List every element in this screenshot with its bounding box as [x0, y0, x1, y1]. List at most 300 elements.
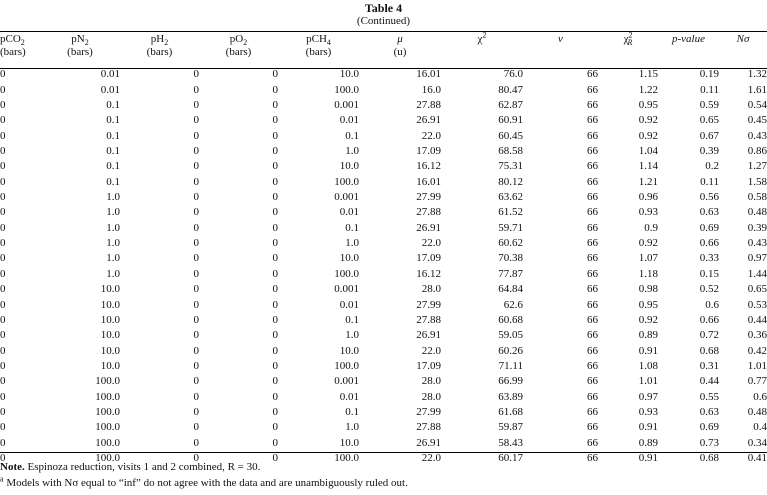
table-row	[0, 190, 767, 205]
table-cell: 0.1	[106, 129, 120, 142]
table-cell: 0.65	[699, 114, 719, 127]
table-cell: 0.001	[334, 283, 359, 296]
table-cell: 1.0	[345, 329, 359, 342]
table-cell: 0.19	[699, 68, 719, 81]
table-cell: 0.91	[638, 421, 658, 434]
table-cell: 0	[272, 160, 278, 173]
table-cell: 0.68	[699, 452, 719, 465]
table-cell: 1.32	[747, 68, 767, 81]
table-row	[0, 251, 767, 266]
table-cell: 0.33	[699, 252, 719, 265]
table-cell: 0	[193, 421, 199, 434]
table-cell: 0.01	[339, 206, 359, 219]
table-cell: 27.88	[416, 421, 441, 434]
table-cell: 0.1	[345, 406, 359, 419]
table-cell: 0.66	[699, 237, 719, 250]
table-cell: 0	[272, 237, 278, 250]
table-cell: 60.91	[498, 114, 523, 127]
table-cell: 0.1	[106, 175, 120, 188]
table-cell: 10.0	[100, 313, 120, 326]
table-cell: 0	[193, 98, 199, 111]
table-cell: 60.45	[498, 129, 523, 142]
table-cell: 0	[272, 313, 278, 326]
col-header-pn2: $pN_2$ (bars)	[67, 33, 93, 58]
table-cell: 66	[587, 129, 598, 142]
table-cell: 27.88	[416, 313, 441, 326]
table-cell: 0	[272, 452, 278, 465]
table-row	[0, 343, 767, 358]
table-cell: 10.0	[339, 160, 359, 173]
col-header-pch4: pCH$_4$ (bars)	[305, 33, 332, 58]
top-rule	[0, 31, 767, 32]
table-cell: 26.91	[416, 436, 441, 449]
table-cell: 0	[193, 144, 199, 157]
table-cell: 0	[193, 406, 199, 419]
table-cell: 0.92	[638, 129, 658, 142]
table-cell: 0	[272, 98, 278, 111]
table-cell: 0.63	[699, 406, 719, 419]
table-cell: 64.84	[498, 283, 523, 296]
table-cell: 0	[193, 313, 199, 326]
table-cell: 0	[193, 191, 199, 204]
table-cell: 10.0	[100, 298, 120, 311]
table-row	[0, 236, 767, 251]
table-cell: 0	[0, 68, 6, 81]
table-cell: 0	[193, 329, 199, 342]
table-row	[0, 297, 767, 312]
table-cell: 27.99	[416, 191, 441, 204]
table-cell: 0	[0, 267, 6, 280]
table-cell: 0.1	[345, 129, 359, 142]
table-cell: 22.0	[421, 344, 441, 357]
table-cell: 1.44	[747, 267, 767, 280]
table-cell: 61.52	[498, 206, 523, 219]
table-cell: 1.0	[106, 206, 120, 219]
col-header-po2: $pO_2$ (bars)	[225, 33, 252, 58]
table-cell: 0.11	[700, 175, 719, 188]
table-cell: 0.1	[106, 114, 120, 127]
table-cell: 0.44	[747, 313, 767, 326]
table-row	[0, 175, 767, 190]
table-cell: 66	[587, 298, 598, 311]
table-cell: 66	[587, 344, 598, 357]
table-cell: 0	[0, 313, 6, 326]
table-cell: 0	[0, 344, 6, 357]
table-cell: 0.69	[699, 421, 719, 434]
table-row	[0, 82, 767, 97]
table-cell: 0	[0, 237, 6, 250]
table-cell: 0.1	[345, 221, 359, 234]
table-cell: 0	[272, 360, 278, 372]
table-cell: 0.6	[753, 390, 767, 403]
table-cell: 0.55	[699, 390, 719, 403]
table-cell: 0.1	[106, 160, 120, 173]
table-cell: 66	[587, 252, 598, 265]
table-cell: 1.18	[638, 267, 658, 280]
table-cell: 1.08	[638, 360, 658, 372]
table-cell: 66	[587, 283, 598, 296]
table-cell: 0.6	[705, 298, 719, 311]
table-cell: 0.58	[747, 191, 767, 204]
table-title: Table 4	[364, 1, 403, 15]
table-cell: 10.0	[100, 283, 120, 296]
footnote-text: Models with Nσ equal to “inf” do not agree with the data and are unambiguously ruled out.	[3, 477, 408, 489]
table-cell: 77.87	[498, 267, 523, 280]
table-cell: 0.96	[638, 191, 658, 204]
table-cell: 0	[193, 83, 199, 96]
table-cell: 100.0	[334, 360, 359, 372]
table-cell: 0.69	[699, 221, 719, 234]
table-cell: 1.0	[106, 191, 120, 204]
table-cell: 1.58	[747, 175, 767, 188]
table-cell: 76.0	[503, 68, 523, 81]
table-cell: 66	[587, 375, 598, 388]
table-cell: 66	[587, 237, 598, 250]
table-cell: 66	[587, 421, 598, 434]
table-cell: 0.72	[699, 329, 719, 342]
table-cell: 68.58	[498, 144, 523, 157]
table-cell: 0.53	[747, 298, 767, 311]
table-cell: 0	[193, 452, 199, 465]
table-cell: 75.31	[498, 160, 523, 173]
table-cell: 0	[193, 221, 199, 234]
table-cell: 0	[272, 267, 278, 280]
table-cell: 0.4	[753, 421, 767, 434]
table-cell: 0.63	[699, 206, 719, 219]
data-table	[0, 30, 767, 466]
table-cell: 0	[0, 144, 6, 157]
table-cell: 1.15	[638, 68, 658, 81]
table-cell: 0	[272, 83, 278, 96]
table-cell: 100.0	[334, 83, 359, 96]
table-cell: 60.26	[498, 344, 523, 357]
table-cell: 70.38	[498, 252, 523, 265]
table-cell: 0	[0, 98, 6, 111]
table-row	[0, 405, 767, 420]
table-cell: 0.97	[638, 390, 658, 403]
table-row	[0, 359, 767, 374]
table-row	[0, 328, 767, 343]
table-cell: 26.91	[416, 221, 441, 234]
table-body	[0, 67, 767, 466]
table-cell: 0.95	[638, 98, 658, 111]
table-cell: 0	[193, 175, 199, 188]
table-cell: 0.45	[747, 114, 767, 127]
table-cell: 0.86	[747, 144, 767, 157]
table-cell: 17.09	[416, 144, 441, 157]
table-cell: 0	[272, 344, 278, 357]
table-cell: 0	[0, 114, 6, 127]
table-cell: 0.1	[106, 98, 120, 111]
col-header-pco2: pCO$_2$ (bars)	[0, 33, 26, 58]
table-cell: 27.88	[416, 206, 441, 219]
table-cell: 66	[587, 206, 598, 219]
table-cell: 0.43	[747, 129, 767, 142]
table-cell: 80.47	[498, 83, 523, 96]
table-cell: 1.04	[638, 144, 658, 157]
table-cell: 17.09	[416, 252, 441, 265]
table-cell: 100.0	[95, 390, 120, 403]
table-cell: 0	[193, 390, 199, 403]
table-cell: 100.0	[334, 175, 359, 188]
col-header-chi2: $\chi^2$	[477, 30, 487, 45]
table-cell: 27.99	[416, 406, 441, 419]
table-cell: 0.1	[345, 313, 359, 326]
table-row	[0, 436, 767, 451]
table-cell: 66	[587, 267, 598, 280]
table-cell: 1.0	[106, 221, 120, 234]
table-cell: 66	[587, 406, 598, 419]
table-subtitle: (Continued)	[356, 15, 411, 27]
table-cell: 0.92	[638, 237, 658, 250]
table-cell: 1.0	[106, 252, 120, 265]
table-cell: 0.31	[699, 360, 719, 372]
table-row	[0, 390, 767, 405]
table-cell: 16.12	[416, 267, 441, 280]
table-cell: 100.0	[95, 375, 120, 388]
table-cell: 10.0	[339, 436, 359, 449]
table-cell: 1.07	[638, 252, 658, 265]
note-text: Espinoza reduction, visits 1 and 2 combined, R = 30.	[24, 461, 261, 473]
table-cell: 1.01	[747, 360, 767, 372]
table-cell: 0	[272, 252, 278, 265]
table-cell: 10.0	[339, 252, 359, 265]
table-cell: 66	[587, 191, 598, 204]
table-cell: 61.68	[498, 406, 523, 419]
table-cell: 0	[272, 191, 278, 204]
table-cell: 0.91	[638, 452, 658, 465]
table-cell: 0.98	[638, 283, 658, 296]
table-row	[0, 98, 767, 113]
table-cell: 27.88	[416, 98, 441, 111]
table-note	[0, 461, 260, 474]
table-cell: 66	[587, 436, 598, 449]
table-cell: 63.62	[498, 191, 523, 204]
table-cell: 0.34	[747, 436, 767, 449]
table-cell: 0	[0, 283, 6, 296]
table-row	[0, 267, 767, 282]
table-row	[0, 221, 767, 236]
table-cell: 0	[0, 360, 6, 372]
table-cell: 16.12	[416, 160, 441, 173]
table-cell: 66	[587, 221, 598, 234]
table-cell: 0	[272, 329, 278, 342]
table-footnote	[0, 474, 408, 490]
table-cell: 58.43	[498, 436, 523, 449]
footnote-mark: a	[0, 474, 4, 484]
table-cell: 0.1	[106, 144, 120, 157]
table-cell: 66	[587, 360, 598, 372]
col-header-chi2r: $\chi^2_R$	[623, 30, 633, 48]
table-cell: 0.01	[339, 390, 359, 403]
table-cell: 0	[0, 129, 6, 142]
table-cell: 0.39	[699, 144, 719, 157]
table-cell: 1.27	[747, 160, 767, 173]
table-cell: 0.41	[747, 452, 767, 465]
table-cell: 100.0	[95, 436, 120, 449]
table-cell: 66.99	[498, 375, 523, 388]
table-cell: 1.01	[638, 375, 658, 388]
table-cell: 1.0	[106, 267, 120, 280]
table-cell: 0.01	[100, 68, 120, 81]
table-cell: 0	[193, 436, 199, 449]
table-cell: 0.56	[699, 191, 719, 204]
table-cell: 0.001	[334, 98, 359, 111]
table-cell: 0.89	[638, 329, 658, 342]
table-cell: 63.89	[498, 390, 523, 403]
table-cell: 0	[193, 360, 199, 372]
table-cell: 0.77	[747, 375, 767, 388]
table-cell: 16.0	[421, 83, 441, 96]
table-cell: 10.0	[339, 68, 359, 81]
table-cell: 66	[587, 175, 598, 188]
table-cell: 10.0	[339, 344, 359, 357]
table-cell: 22.0	[421, 452, 441, 465]
table-cell: 66	[587, 114, 598, 127]
table-cell: 1.14	[638, 160, 658, 173]
table-cell: 100.0	[95, 406, 120, 419]
table-cell: 66	[587, 452, 598, 465]
table-cell: 66	[587, 98, 598, 111]
table-cell: 0	[272, 206, 278, 219]
table-cell: 17.09	[416, 360, 441, 372]
table-cell: 80.12	[498, 175, 523, 188]
note-label: Note.	[0, 461, 25, 473]
table-cell: 10.0	[100, 360, 120, 372]
table-cell: 0	[193, 267, 199, 280]
table-cell: 10.0	[100, 329, 120, 342]
table-cell: 0	[0, 191, 6, 204]
table-cell: 16.01	[416, 68, 441, 81]
table-cell: 0	[0, 452, 6, 465]
table-cell: 0	[0, 206, 6, 219]
table-cell: 0.91	[638, 344, 658, 357]
table-cell: 0.66	[699, 313, 719, 326]
table-row	[0, 159, 767, 174]
table-cell: 0	[0, 298, 6, 311]
table-cell: 26.91	[416, 114, 441, 127]
col-header-p-value: p-value	[672, 33, 705, 45]
table-cell: 0	[272, 175, 278, 188]
table-cell: 60.17	[498, 452, 523, 465]
table-cell: 0	[0, 83, 6, 96]
table-cell: 0	[0, 160, 6, 173]
header-row	[0, 33, 767, 67]
table-cell: 0	[272, 421, 278, 434]
table-cell: 0.43	[747, 237, 767, 250]
table-row	[0, 144, 767, 159]
table-cell: 0.39	[747, 221, 767, 234]
table-cell: 0.92	[638, 313, 658, 326]
table-cell: 59.05	[498, 329, 523, 342]
table-cell: 0	[193, 298, 199, 311]
table-row	[0, 313, 767, 328]
table-cell: 0	[193, 375, 199, 388]
table-cell: 0.89	[638, 436, 658, 449]
table-cell: 66	[587, 144, 598, 157]
table-cell: 0.52	[699, 283, 719, 296]
table-cell: 0.42	[747, 344, 767, 357]
table-cell: 100.0	[334, 267, 359, 280]
table-cell: 1.0	[345, 144, 359, 157]
table-cell: 0	[0, 252, 6, 265]
table-cell: 0.68	[699, 344, 719, 357]
table-cell: 10.0	[100, 344, 120, 357]
table-cell: 0.73	[699, 436, 719, 449]
table-cell: 0.15	[699, 267, 719, 280]
table-cell: 0	[193, 129, 199, 142]
table-cell: 0	[272, 129, 278, 142]
table-cell: 0	[193, 206, 199, 219]
table-cell: 100.0	[95, 421, 120, 434]
table-cell: 1.22	[638, 83, 658, 96]
table-cell: 28.0	[421, 283, 441, 296]
table-cell: 66	[587, 390, 598, 403]
table-cell: 0	[193, 344, 199, 357]
table-row	[0, 282, 767, 297]
table-cell: 26.91	[416, 329, 441, 342]
table-cell: 0	[272, 221, 278, 234]
table-cell: 66	[587, 68, 598, 81]
table-cell: 0.67	[699, 129, 719, 142]
table-cell: 0.54	[747, 98, 767, 111]
table-cell: 0	[272, 375, 278, 388]
table-row	[0, 67, 767, 82]
table-row	[0, 420, 767, 435]
table-cell: 66	[587, 160, 598, 173]
table-cell: 0.001	[334, 191, 359, 204]
col-header-mu: μ (u)	[393, 33, 407, 58]
table-cell: 0	[0, 390, 6, 403]
table-cell: 0.95	[638, 298, 658, 311]
table-cell: 0.97	[747, 252, 767, 265]
table-cell: 66	[587, 329, 598, 342]
table-cell: 0	[193, 114, 199, 127]
table-cell: 59.87	[498, 421, 523, 434]
table-cell: 22.0	[421, 237, 441, 250]
table-cell: 1.0	[345, 421, 359, 434]
table-cell: 66	[587, 83, 598, 96]
table-cell: 0	[193, 252, 199, 265]
table-row	[0, 205, 767, 220]
table-cell: 0.9	[644, 221, 658, 234]
table-cell: 16.01	[416, 175, 441, 188]
table-cell: 0.93	[638, 406, 658, 419]
table-cell: 0	[272, 390, 278, 403]
table-cell: 0.36	[747, 329, 767, 342]
col-header-ph2: $pH_2$ (bars)	[146, 33, 173, 58]
table-cell: 0.11	[700, 83, 719, 96]
table-cell: 0.65	[747, 283, 767, 296]
table-cell: 0.01	[100, 83, 120, 96]
table-cell: 0.001	[334, 375, 359, 388]
table-cell: 0	[193, 160, 199, 173]
table-cell: 100.0	[95, 452, 120, 465]
table-row	[0, 128, 767, 143]
table-cell: 1.0	[345, 237, 359, 250]
table-cell: 0	[272, 406, 278, 419]
table-cell: 0.93	[638, 206, 658, 219]
table-cell: 0	[193, 237, 199, 250]
table-cell: 60.68	[498, 313, 523, 326]
table-cell: 62.87	[498, 98, 523, 111]
table-cell: 1.61	[747, 83, 767, 96]
table-cell: 0	[272, 283, 278, 296]
table-row	[0, 113, 767, 128]
table-cell: 1.0	[106, 237, 120, 250]
table-cell: 0.48	[747, 406, 767, 419]
table-cell: 28.0	[421, 375, 441, 388]
